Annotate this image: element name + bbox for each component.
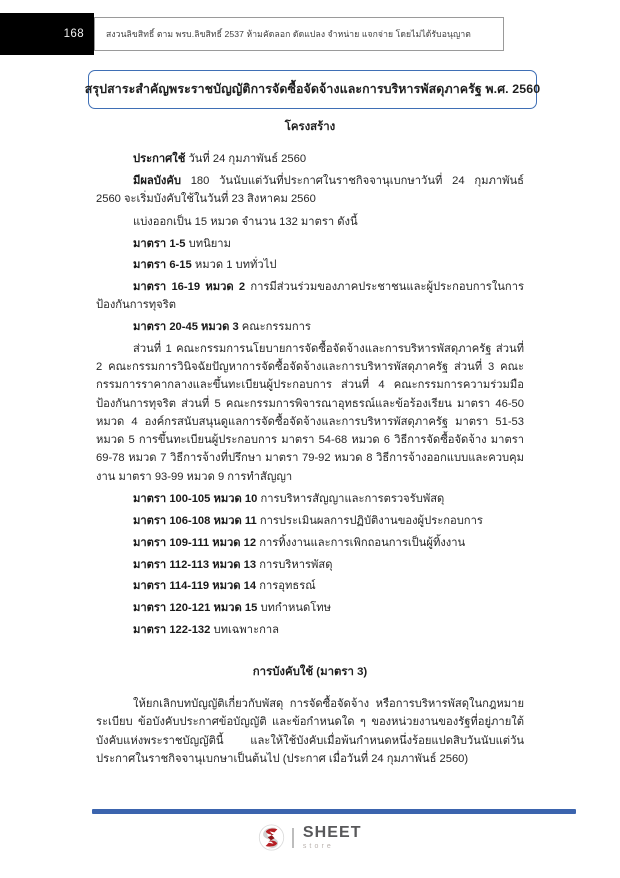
brand-name: SHEET	[302, 824, 362, 841]
section-item-2	[96, 256, 524, 274]
brand-subtitle: store	[302, 843, 334, 850]
section-item-1	[96, 235, 524, 253]
section-item-7	[96, 534, 524, 552]
section-label-7: มาตรา 109-111 หมวด 12	[133, 536, 257, 549]
section-text-9: การอุทธรณ์	[256, 580, 316, 593]
section-label-1: มาตรา 1-5	[133, 237, 186, 250]
section-item-8	[96, 556, 524, 574]
section-label-9: มาตรา 114-119 หมวด 14	[133, 580, 257, 593]
section-text-6: การประเมินผลการปฏิบัติงานของผู้ประกอบการ	[256, 515, 483, 527]
section-text-3: การมีส่วนร่วมของภาคประชาชนและผู้ประกอบการในการป้องกันการทุจริต	[96, 281, 524, 312]
section-label-5: มาตรา 100-105 หมวด 10	[133, 493, 258, 506]
footer-logo	[0, 824, 620, 851]
page-number-box	[0, 13, 94, 55]
paragraph-divisions	[96, 213, 524, 231]
section-text-7: การทิ้งงานและการเพิกถอนการเป็นผู้ทิ้งงาน	[256, 536, 466, 549]
section-text-11: บทเฉพาะกาล	[210, 623, 279, 636]
page-number: 168	[63, 28, 84, 40]
section-label-6: มาตรา 106-108 หมวด 11	[133, 515, 257, 527]
section-item-9	[96, 577, 524, 595]
copyright-notice: สงวนลิขสิทธิ์ ตาม พรบ.ลิขสิทธิ์ 2537 ห้ามคัดลอก ดัดแปลง จำหน่าย แจกจ่าย โดยไม่ได้รับอนุญาต	[106, 29, 471, 39]
section-text-5: การบริหารสัญญาและการตรวจรับพัสดุ	[257, 493, 445, 506]
heading-enforcement: การบังคับใช้ (มาตรา 3)	[252, 666, 368, 678]
logo-wordmark	[303, 825, 362, 850]
section-text-4: คณะกรรมการ	[238, 321, 311, 333]
page-header	[0, 13, 620, 55]
label-announce: ประกาศใช้	[133, 153, 186, 165]
section-text-10: บทกำหนดโทษ	[257, 602, 332, 614]
paragraph-committees: ส่วนที่ 1 คณะกรรมการนโยบายการจัดซื้อจัดจ้างและการบริหารพัสดุภาครัฐ ส่วนที่ 2 คณะกรรมการวินิจฉัยปัญหาการจัดซื้อจัดจ้างและการบริหารพัสดุภาครัฐ ส่วนที่ 3 คณะกรรมการราคากลางและขึ้นทะเบียนผู้ประกอบการ ส่วนที่ 4 คณะกรรมการความร่วมมือป้องกันการทุจริต ส่วนที่ 5 คณะกรรมการพิจารณาอุทธรณ์และข้อร้องเรียน มาตรา 46-50 หมวด 4 องค์กรสนับสนุนดูแลการจัดซื้อจัดจ้างและการบริหารพัสดุภาครัฐ มาตรา 51-53 หมวด 5 การขึ้นทะเบียนผู้ประกอบการ มาตรา 54-68 หมวด 6 วิธีการจัดซื้อจัดจ้าง มาตรา 69-78 หมวด 7 วิธีการจ้างที่ปรึกษา มาตรา 79-92 หมวด 8 วิธีการจ้างออกแบบและควบคุมงาน มาตรา 93-99 หมวด 9 การทำสัญญา	[96, 342, 524, 483]
logo-divider	[292, 828, 294, 848]
sheet-store-logo-icon	[258, 824, 285, 851]
paragraph-announce	[96, 150, 524, 168]
page-title: สรุปสาระสำคัญพระราชบัญญัติการจัดซื้อจัดจ้างและการบริหารพัสดุภาครัฐ พ.ศ. 2560	[84, 82, 541, 96]
section-label-2: มาตรา 6-15	[133, 259, 192, 272]
section-label-4: มาตรา 20-45 หมวด 3	[133, 321, 239, 333]
text-divisions: แบ่งออกเป็น 15 หมวด จำนวน 132 มาตรา ดังนี้	[133, 215, 358, 228]
section-label-10: มาตรา 120-121 หมวด 15	[133, 602, 258, 614]
heading-structure: โครงสร้าง	[284, 121, 336, 133]
document-body	[96, 118, 524, 773]
section-item-5	[96, 490, 524, 508]
section-item-4	[96, 318, 524, 336]
section-label-8: มาตรา 112-113 หมวด 13	[133, 558, 257, 571]
section-item-11	[96, 621, 524, 639]
section-label-11: มาตรา 122-132	[133, 623, 211, 636]
section-item-10	[96, 599, 524, 617]
document-title-box	[84, 70, 541, 109]
section-text-8: การบริหารพัสดุ	[256, 558, 333, 571]
label-effective: มีผลบังคับ	[133, 174, 181, 187]
section-item-3	[96, 278, 524, 315]
section-item-6	[96, 512, 524, 530]
page-footer	[0, 800, 620, 878]
paragraph-effective	[96, 172, 524, 209]
section-label-3: มาตรา 16-19 หมวด 2	[133, 281, 246, 293]
text-announce: วันที่ 24 กุมภาพันธ์ 2560	[185, 153, 307, 165]
section-text-2: หมวด 1 บททั่วไป	[191, 259, 277, 272]
section-text-1: บทนิยาม	[185, 237, 231, 250]
footer-divider	[92, 809, 576, 814]
paragraph-enforcement: ให้ยกเลิกบทบัญญัติเกี่ยวกับพัสดุ การจัดซื้อจัดจ้าง หรือการบริหารพัสดุในกฎหมาย ระเบียบ ข้อบังคับประกาศข้อบัญญัติ และข้อกำหนดใด ๆ ของหน่วยงานของรัฐที่อยู่ภายใต้บังคับแห่งพระราชบัญญัตินี้ และให้ใช้บังคับเมื่อพ้นกำหนดหนึ่งร้อยแปดสิบวันนับแต่วันประกาศในราชกิจจานุเบกษาเป็นต้นไป (ประกาศ เมื่อวันที่ 24 กุมภาพันธ์ 2560)	[96, 698, 524, 765]
copyright-box	[94, 17, 504, 51]
text-effective: 180 วันนับแต่วันที่ประกาศในราชกิจจานุเบกษาวันที่ 24 กุมภาพันธ์ 2560 จะเริ่มบังคับใช้ในวันที่ 23 สิงหาคม 2560	[96, 174, 524, 205]
